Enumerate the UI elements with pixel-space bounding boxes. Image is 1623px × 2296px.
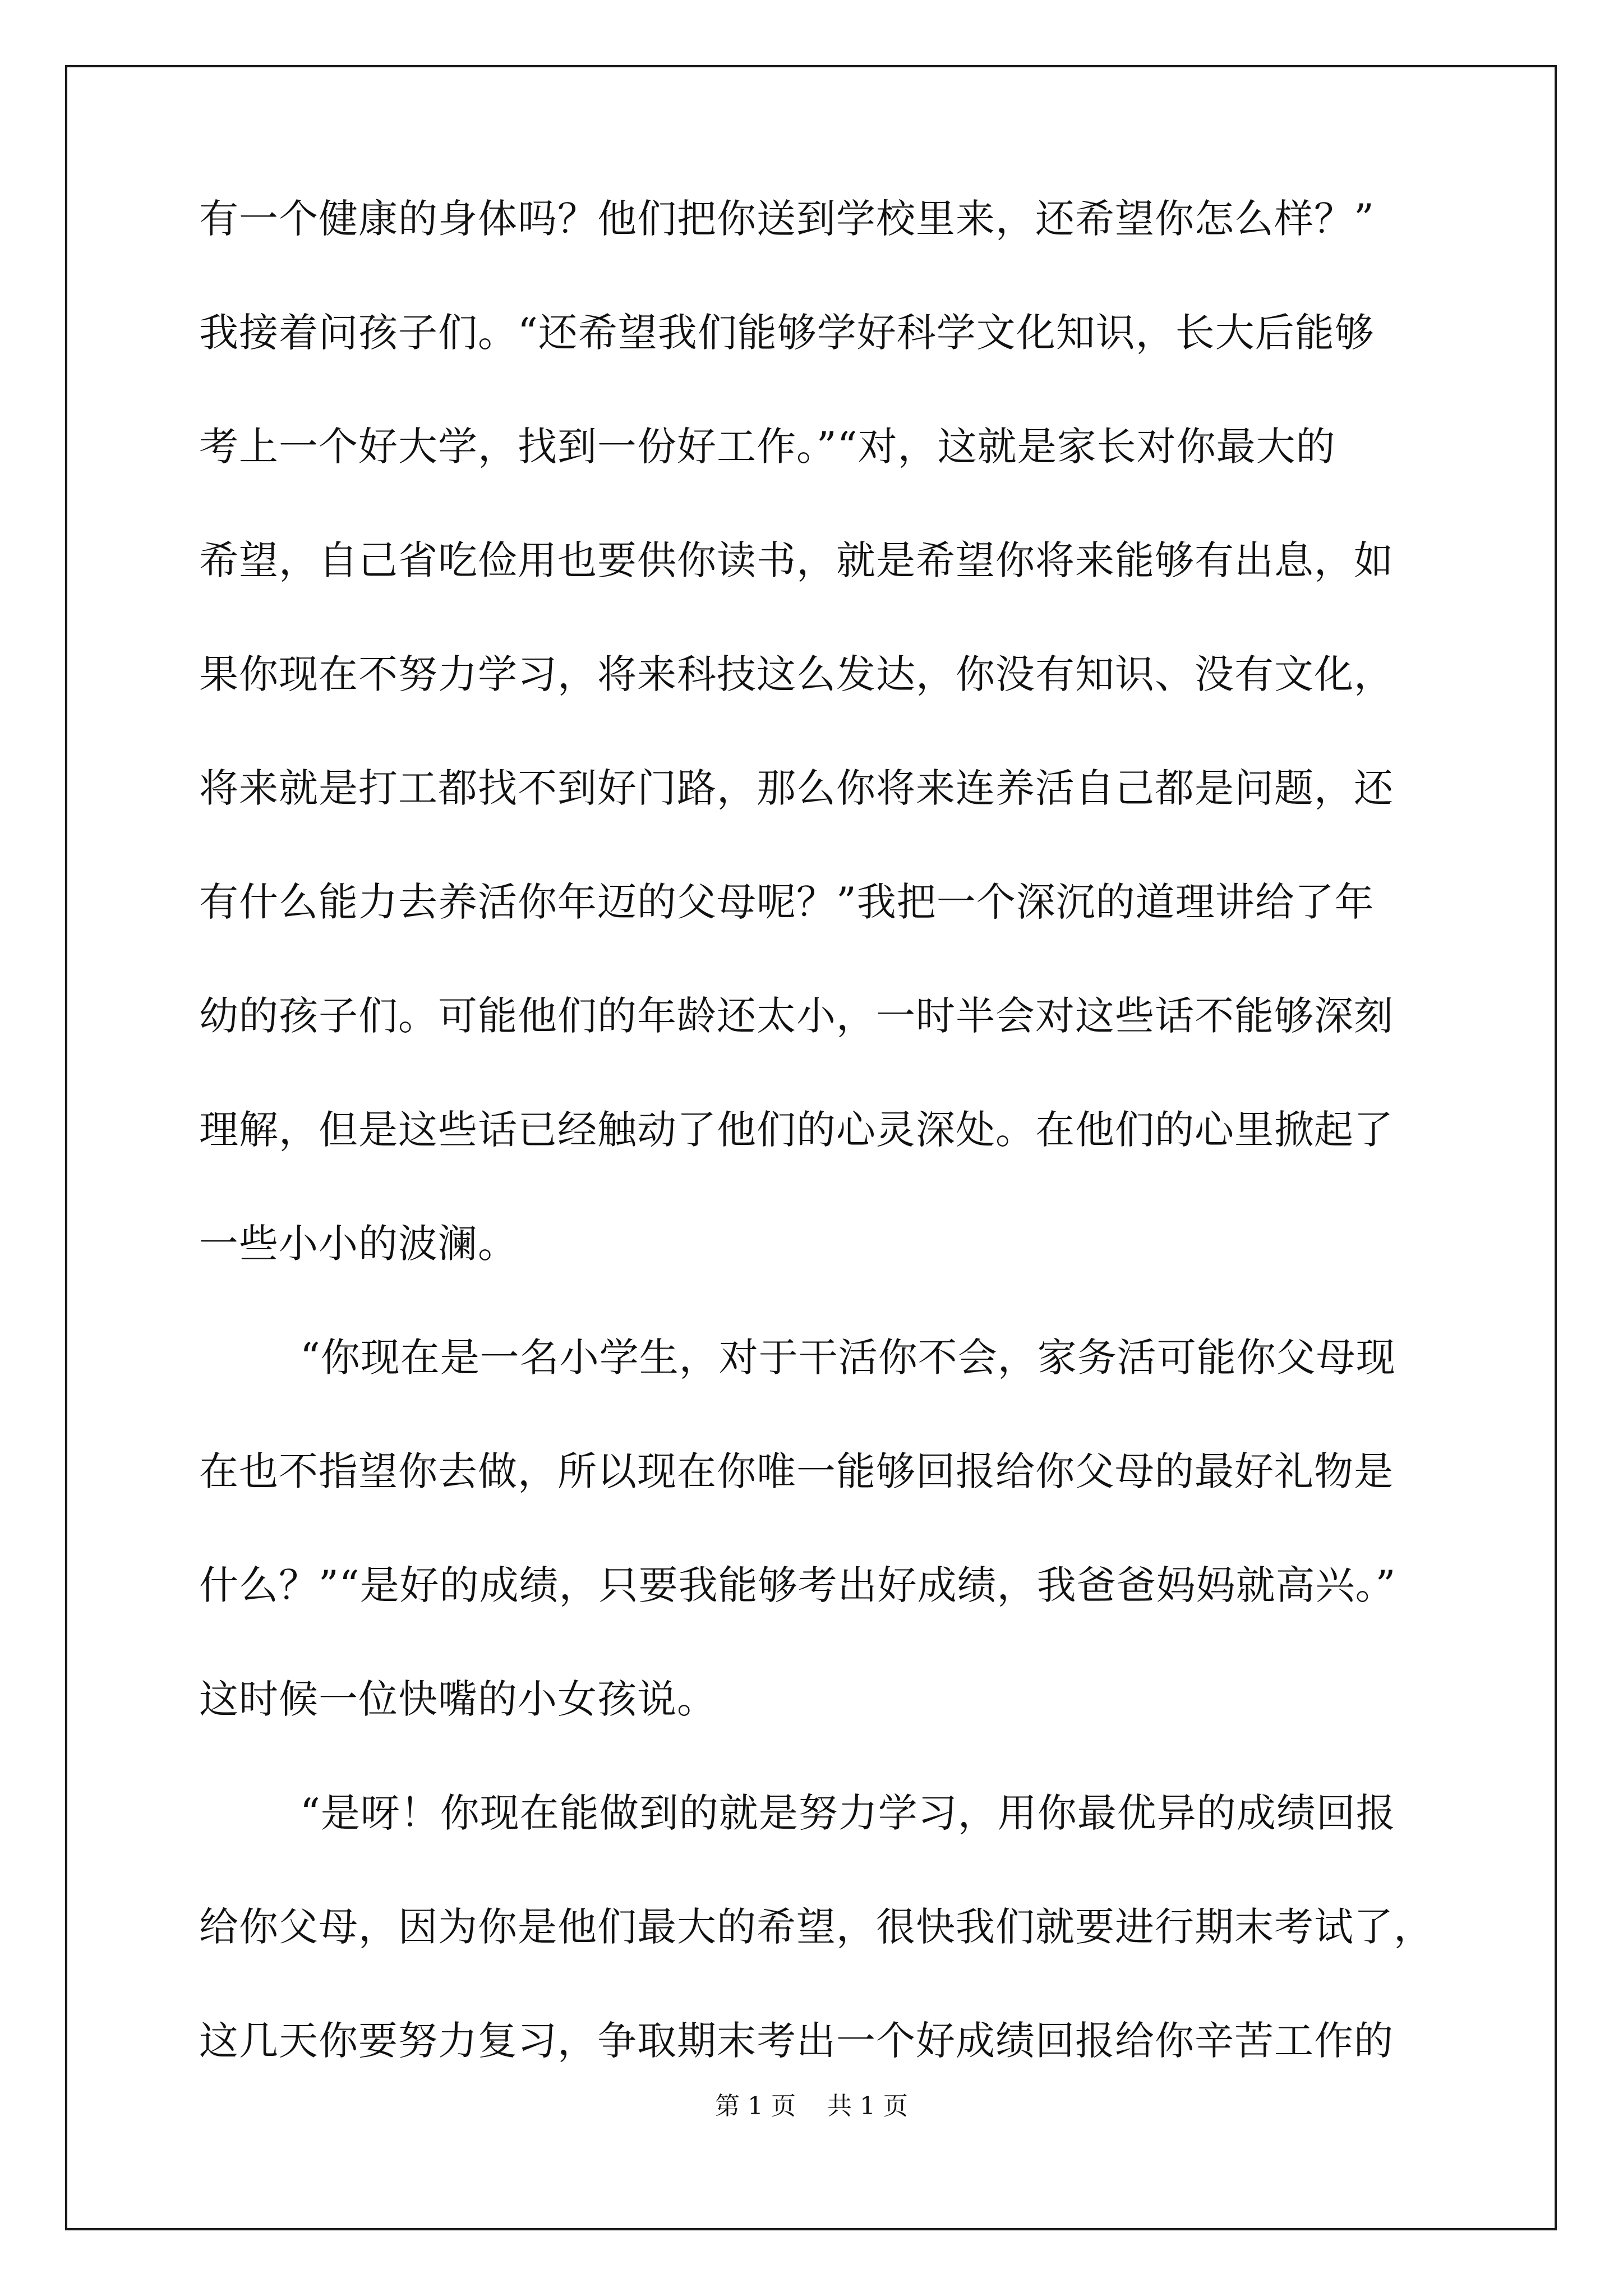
text-line: “是呀！你现在能做到的就是努力学习，用你最优异的成绩回报 (300, 1790, 1396, 1836)
text-line: 有什么能力去养活你年迈的父母呢？”我把一个深沉的道理讲给了年 (199, 879, 1375, 925)
text-line: 希望，自己省吃俭用也要供你读书，就是希望你将来能够有出息，如 (199, 537, 1394, 583)
text-line: 有一个健康的身体吗？他们把你送到学校里来，还希望你怎么样？” (199, 196, 1375, 242)
text-line: 在也不指望你去做，所以现在你唯一能够回报给你父母的最好礼物是 (199, 1448, 1394, 1494)
text-line: 将来就是打工都找不到好门路，那么你将来连养活自己都是问题，还 (199, 765, 1394, 811)
page-number: 第 1 页 共 1 页 (715, 2092, 908, 2120)
text-line: 给你父母，因为你是他们最大的希望，很快我们就要进行期末考试了， (199, 1904, 1433, 1950)
text-line: 什么？”“是好的成绩，只要我能够考出好成绩，我爸爸妈妈就高兴。” (199, 1562, 1396, 1608)
text-line: “你现在是一名小学生，对于干活你不会，家务活可能你父母现 (300, 1335, 1396, 1381)
text-line: 幼的孩子们。可能他们的年龄还太小，一时半会对这些话不能够深刻 (199, 993, 1394, 1039)
text-line: 考上一个好大学，找到一份好工作。”“对，这就是家长对你最大的 (199, 424, 1336, 470)
text-line: 一些小小的波澜。 (199, 1221, 518, 1267)
document-body (199, 196, 1478, 2135)
text-line: 这时候一位快嘴的小女孩说。 (199, 1676, 717, 1722)
text-line: 这几天你要努力复习，争取期末考出一个好成绩回报给你辛苦工作的 (199, 2018, 1394, 2064)
text-line: 我接着问孩子们。“还希望我们能够学好科学文化知识，长大后能够 (199, 310, 1375, 356)
text-line: 理解，但是这些话已经触动了他们的心灵深处。在他们的心里掀起了 (199, 1107, 1394, 1153)
text-line: 果你现在不努力学习，将来科技这么发达，你没有知识、没有文化， (199, 651, 1394, 697)
